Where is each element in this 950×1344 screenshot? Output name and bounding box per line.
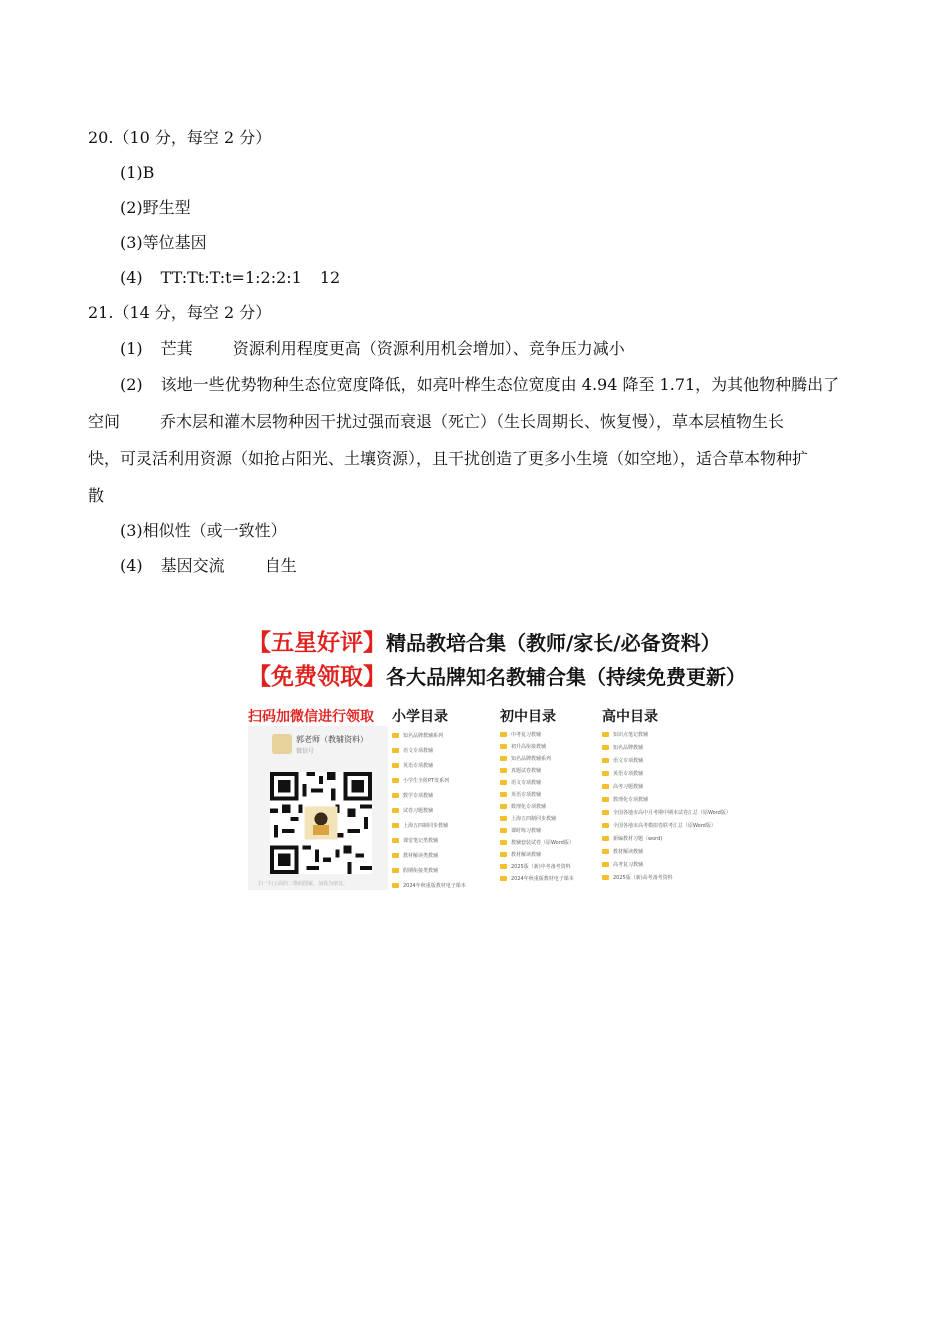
q21-a2-text-2b: 乔木层和灌木层物种因干扰过强而衰退（死亡）（生长周期长、恢复慢），草本层植物生长: [160, 412, 785, 431]
folder-icon: [392, 838, 399, 843]
list-item[interactable]: [500, 872, 574, 884]
folder-icon: [602, 784, 609, 789]
promo-line2-red: 【免费领取】: [248, 663, 386, 690]
list-item[interactable]: [392, 788, 466, 803]
folder-icon: [392, 823, 399, 828]
list-item[interactable]: [392, 773, 466, 788]
list-item[interactable]: [392, 803, 466, 818]
promo-line-1: [248, 628, 721, 658]
list-item[interactable]: [392, 863, 466, 878]
list-item-label: 教材解读类教辅: [403, 853, 439, 859]
list-item[interactable]: [392, 728, 466, 743]
list-item-label: 语文专项教辅: [403, 748, 434, 754]
list-item[interactable]: [500, 836, 574, 848]
card-name: 郭老师（教辅资料）: [296, 735, 368, 744]
list-item-label: 2024年秋重版教材电子课本: [511, 875, 574, 882]
folder-icon: [500, 756, 507, 761]
list-item[interactable]: [602, 858, 731, 871]
q21-answer-4: [120, 556, 297, 576]
list-item-label: 课时练习教辅: [511, 827, 542, 834]
list-item-label: 语文专项教辅: [511, 779, 542, 786]
q21-answer-3: (3)相似性（或一致性）: [120, 521, 287, 540]
qr-code-icon[interactable]: [270, 772, 372, 874]
folder-icon: [602, 875, 609, 880]
folder-icon: [500, 768, 507, 773]
q21-a2-number: (2): [120, 375, 143, 394]
list-item-label: 知识点笔记教辅: [613, 732, 649, 738]
folder-icon: [602, 771, 609, 776]
list-item[interactable]: [500, 848, 574, 860]
list-item-label: 英语专项教辅: [613, 771, 644, 777]
list-item-label: 英语专项教辅: [511, 791, 542, 798]
folder-icon: [500, 864, 507, 869]
list-item[interactable]: [602, 741, 731, 754]
list-item[interactable]: [392, 818, 466, 833]
folder-icon: [392, 808, 399, 813]
q20-a4-ratio: TT:Tt:T:t=1:2:2:1: [160, 268, 302, 287]
list-item[interactable]: [602, 793, 731, 806]
folder-icon: [602, 849, 609, 854]
primary-list: [392, 728, 466, 893]
folder-icon: [392, 883, 399, 888]
folder-icon: [602, 836, 609, 841]
q21-a1-number: (1): [120, 339, 143, 358]
list-item-label: 教辅套装试卷（原Word版）: [511, 839, 574, 846]
list-item-label: 上海五四制同步教辅: [403, 823, 449, 829]
list-item[interactable]: [602, 754, 731, 767]
col-senior-heading: 高中目录: [602, 709, 658, 725]
q20-answer-4: [120, 268, 340, 288]
list-item-label: 教材解读教辅: [511, 851, 542, 858]
list-item-label: 知名品牌教辅系列: [403, 733, 444, 739]
q21-answer-1: [120, 339, 625, 359]
folder-icon: [602, 745, 609, 750]
promo-line1-red: 【五星好评】: [248, 629, 386, 656]
q21-answer-2-line4: 散: [88, 486, 105, 505]
list-item-label: 知名品牌教辅系列: [511, 755, 552, 762]
list-item-label: 上海五四制同步教辅: [511, 815, 557, 822]
wechat-card: [248, 726, 388, 890]
list-item[interactable]: [500, 776, 574, 788]
promo-line2-black: 各大品牌知名教辅合集（持续免费更新）: [386, 665, 746, 689]
list-item[interactable]: [602, 806, 731, 819]
list-item[interactable]: [500, 752, 574, 764]
list-item[interactable]: [602, 780, 731, 793]
folder-icon: [602, 810, 609, 815]
folder-icon: [500, 804, 507, 809]
list-item-label: 2024年秋重版教材电子课本: [403, 883, 466, 889]
q20-answer-2: (2)野生型: [120, 198, 191, 217]
q21-answer-2-line2: [88, 412, 784, 432]
list-item[interactable]: [500, 740, 574, 752]
promo-line-2: [248, 662, 746, 692]
list-item[interactable]: [602, 832, 731, 845]
q21-a1-part1: 芒萁: [160, 339, 193, 358]
card-footer: 扫一扫上面的二维码图案，加我为朋友。: [258, 881, 349, 887]
list-item[interactable]: [392, 878, 466, 893]
list-item-label: 全国各地市高中月考期中期末试卷汇总（原Word版）: [613, 810, 731, 816]
col-junior-heading: 初中目录: [500, 709, 556, 725]
list-item-label: 2025版（新)高考备考资料: [613, 875, 673, 881]
folder-icon: [500, 876, 507, 881]
q21-answer-2-line1: [120, 375, 839, 395]
list-item[interactable]: [602, 819, 731, 832]
q21-header: 21.（14 分，每空 2 分）: [88, 303, 272, 322]
list-item[interactable]: [602, 767, 731, 780]
list-item-label: 全国各地市高考模拟卷联考汇总（原Word版）: [613, 823, 716, 829]
list-item-label: 高考复习教辅: [613, 862, 644, 868]
folder-icon: [500, 828, 507, 833]
list-item-label: 数学专项教辅: [403, 793, 434, 799]
folder-icon: [500, 744, 507, 749]
q21-a4-part1: 基因交流: [160, 556, 225, 575]
folder-icon: [392, 853, 399, 858]
list-item-label: 数理化专项教辅: [511, 803, 547, 810]
list-item[interactable]: [500, 788, 574, 800]
q21-a2-text-1: 该地一些优势物种生态位宽度降低，如亮叶桦生态位宽度由 4.94 降至 1.71，为其他物种腾出了: [160, 375, 840, 394]
promo-line1-black: 精品教培合集（教师/家长/必备资料）: [386, 631, 721, 655]
q20-a4-number: (4): [120, 268, 143, 287]
avatar: [272, 734, 292, 754]
list-item[interactable]: [500, 728, 574, 740]
list-item[interactable]: [500, 824, 574, 836]
folder-icon: [392, 763, 399, 768]
list-item-label: 课堂笔记类教辅: [403, 838, 439, 844]
folder-icon: [392, 868, 399, 873]
list-item-label: 初升高衔接教辅: [511, 743, 547, 750]
folder-icon: [602, 758, 609, 763]
list-item-label: 小学生全阶PT发系列: [403, 778, 450, 784]
folder-icon: [602, 732, 609, 737]
list-item[interactable]: [500, 860, 574, 872]
card-sub: 微信号: [296, 748, 315, 755]
folder-icon: [602, 823, 609, 828]
list-item[interactable]: [392, 743, 466, 758]
folder-icon: [392, 733, 399, 738]
list-item-label: 中考复习教辅: [511, 731, 542, 738]
folder-icon: [602, 797, 609, 802]
q21-a2-text-2a: 空间: [88, 412, 121, 431]
folder-icon: [500, 780, 507, 785]
list-item-label: 假期衔接类教辅: [403, 868, 439, 874]
list-item[interactable]: [602, 728, 731, 741]
list-item-label: 数理化专项教辅: [613, 797, 649, 803]
q21-a1-part2: 资源利用程度更高（资源利用机会增加）、竞争压力减小: [232, 339, 625, 358]
folder-icon: [500, 792, 507, 797]
q20-answer-3: (3)等位基因: [120, 233, 207, 252]
folder-icon: [602, 862, 609, 867]
q20-answer-1: (1)B: [120, 163, 155, 182]
q21-answer-2-line3: 快，可灵活利用资源（如抢占阳光、土壤资源），且干扰创造了更多小生境（如空地），适合草本物种扩: [88, 449, 809, 468]
list-item-label: 高考习题教辅: [613, 784, 644, 790]
list-item-label: 真题试卷教辅: [511, 767, 542, 774]
folder-icon: [500, 840, 507, 845]
list-item[interactable]: [392, 758, 466, 773]
q20-header: 20.（10 分，每空 2 分）: [88, 128, 272, 147]
scan-label: 扫码加微信进行领取: [248, 709, 374, 725]
senior-list: [602, 728, 731, 884]
q21-a4-number: (4): [120, 556, 143, 575]
list-item[interactable]: [392, 848, 466, 863]
list-item[interactable]: [500, 812, 574, 824]
folder-icon: [500, 816, 507, 821]
list-item-label: 2025版（新)中考备考资料: [511, 863, 571, 870]
folder-icon: [500, 852, 507, 857]
folder-icon: [392, 793, 399, 798]
list-item-label: 教材解读教辅: [613, 849, 644, 855]
junior-list: [500, 728, 574, 884]
list-item-label: 知名品牌教辅: [613, 745, 644, 751]
folder-icon: [500, 732, 507, 737]
folder-icon: [392, 778, 399, 783]
list-item-label: 英语专项教辅: [403, 763, 434, 769]
list-item-label: 语文专项教辅: [613, 758, 644, 764]
list-item[interactable]: [602, 871, 731, 884]
folder-icon: [392, 748, 399, 753]
list-item[interactable]: [392, 833, 466, 848]
list-item[interactable]: [500, 764, 574, 776]
promo-banner: [246, 628, 746, 890]
list-item[interactable]: [500, 800, 574, 812]
col-primary-heading: 小学目录: [392, 709, 448, 725]
q21-a4-part2: 自生: [264, 556, 297, 575]
list-item[interactable]: [602, 845, 731, 858]
list-item-label: 新编教材习题（word): [613, 836, 663, 842]
q20-a4-count: 12: [319, 268, 341, 287]
list-item-label: 试卷习题教辅: [403, 808, 434, 814]
